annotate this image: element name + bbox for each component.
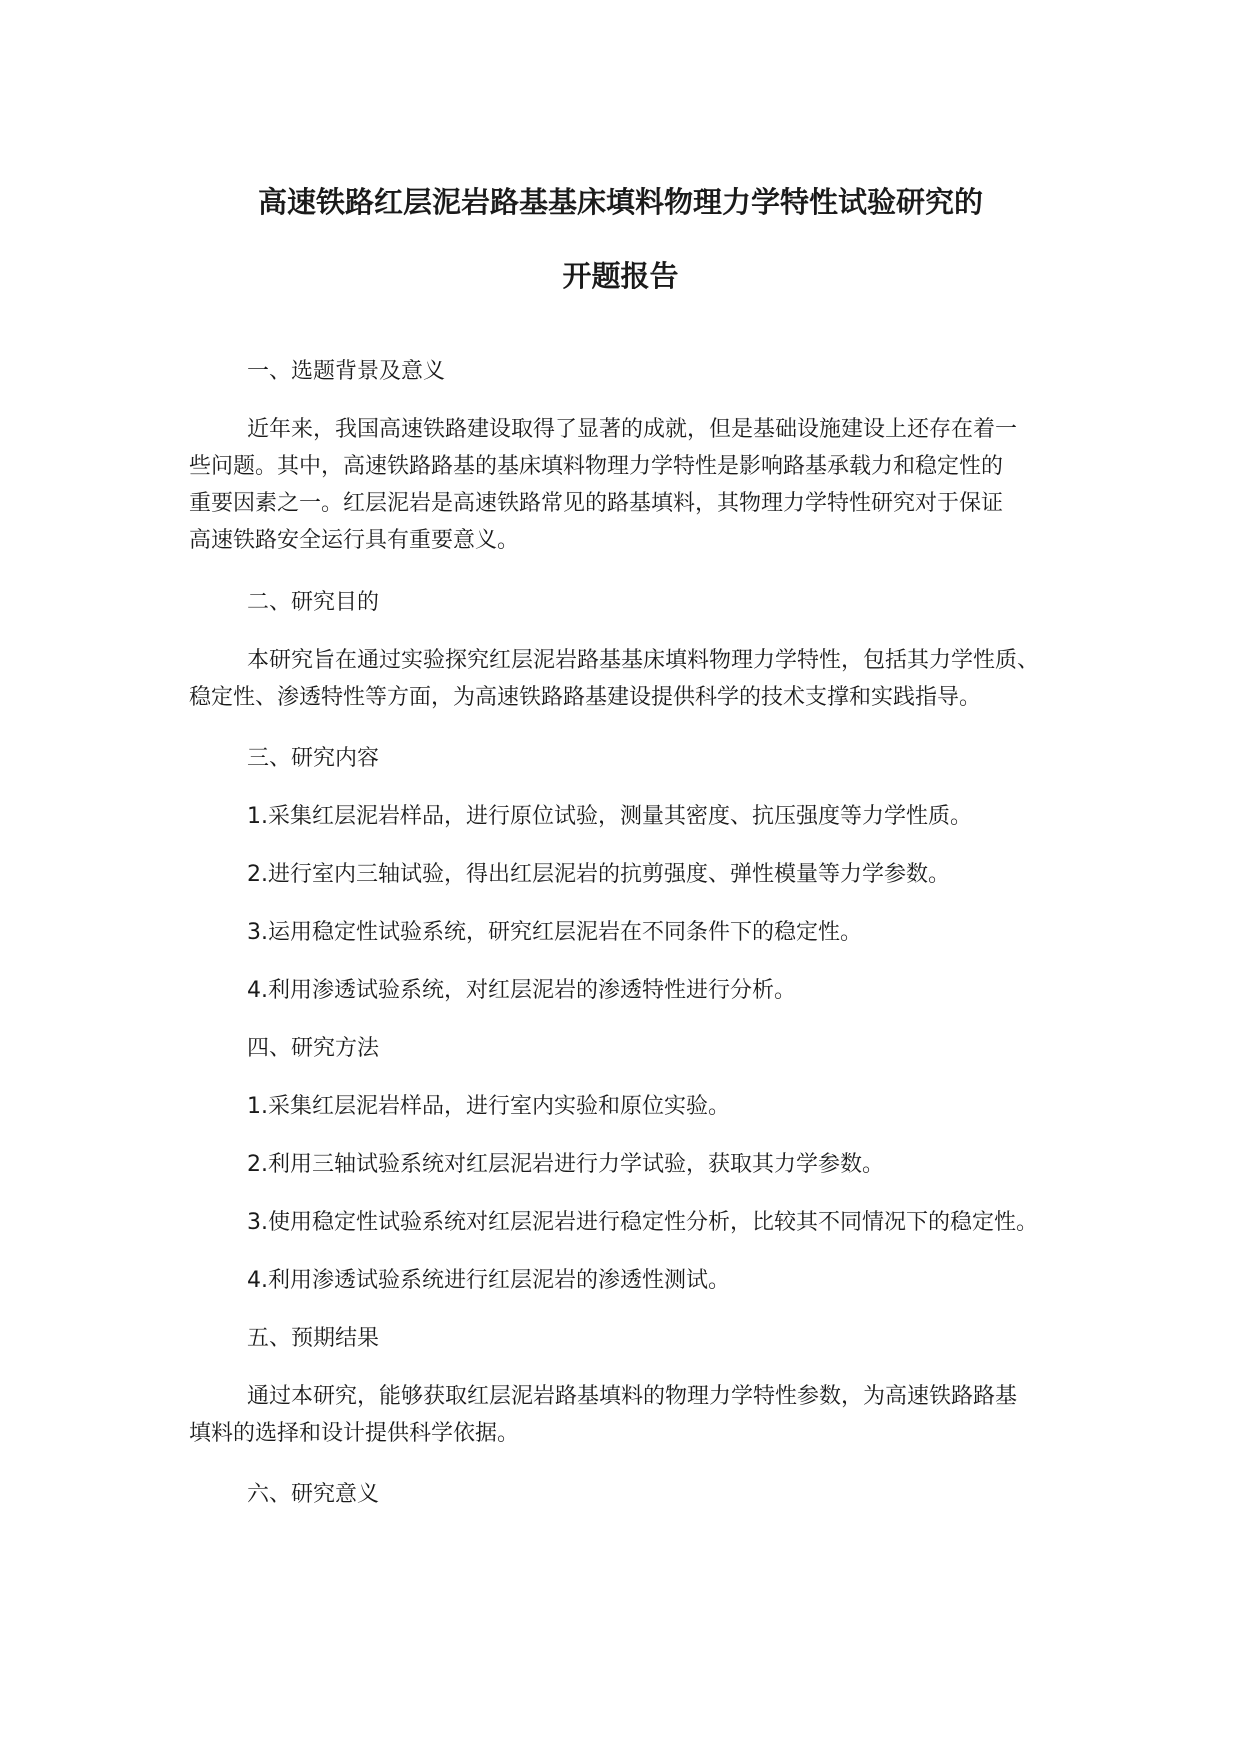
paragraph-line: 填料的选择和设计提供科学依据。 xyxy=(189,1421,520,1446)
paragraph-line: 本研究旨在通过实验探究红层泥岩路基基床填料物理力学特性，包括其力学性质、 xyxy=(247,648,1040,673)
list-item: 3.使用稳定性试验系统对红层泥岩进行稳定性分析，比较其不同情况下的稳定性。 xyxy=(247,1210,1038,1235)
list-item: 1.采集红层泥岩样品，进行室内实验和原位实验。 xyxy=(247,1094,730,1119)
paragraph-line: 重要因素之一。红层泥岩是高速铁路常见的路基填料，其物理力学特性研究对于保证 xyxy=(189,491,1004,516)
section-heading-background: 一、选题背景及意义 xyxy=(247,359,446,384)
list-item: 1.采集红层泥岩样品，进行原位试验，测量其密度、抗压强度等力学性质。 xyxy=(247,804,972,829)
document-title-line-1: 高速铁路红层泥岩路基基床填料物理力学特性试验研究的 xyxy=(257,185,983,219)
list-item: 4.利用渗透试验系统，对红层泥岩的渗透特性进行分析。 xyxy=(247,978,796,1003)
section-heading-methods: 四、研究方法 xyxy=(247,1036,380,1061)
paragraph-line: 稳定性、渗透特性等方面，为高速铁路路基建设提供科学的技术支撑和实践指导。 xyxy=(189,685,982,710)
section-heading-purpose: 二、研究目的 xyxy=(247,590,380,615)
list-item: 3.运用稳定性试验系统，研究红层泥岩在不同条件下的稳定性。 xyxy=(247,920,862,945)
list-item: 2.利用三轴试验系统对红层泥岩进行力学试验，获取其力学参数。 xyxy=(247,1152,884,1177)
document-title-line-2: 开题报告 xyxy=(562,259,679,293)
section-heading-significance: 六、研究意义 xyxy=(247,1482,380,1507)
list-item: 2.进行室内三轴试验，得出红层泥岩的抗剪强度、弹性模量等力学参数。 xyxy=(247,862,950,887)
paragraph-line: 通过本研究，能够获取红层泥岩路基填料的物理力学特性参数，为高速铁路路基 xyxy=(247,1384,1018,1409)
paragraph-line: 近年来，我国高速铁路建设取得了显著的成就，但是基础设施建设上还存在着一 xyxy=(247,417,1018,442)
paragraph-line: 些问题。其中，高速铁路路基的基床填料物理力学特性是影响路基承载力和稳定性的 xyxy=(189,454,1004,479)
list-item: 4.利用渗透试验系统进行红层泥岩的渗透性测试。 xyxy=(247,1268,730,1293)
paragraph-line: 高速铁路安全运行具有重要意义。 xyxy=(189,528,520,553)
section-heading-expected-results: 五、预期结果 xyxy=(247,1326,380,1351)
section-heading-content: 三、研究内容 xyxy=(247,746,380,771)
